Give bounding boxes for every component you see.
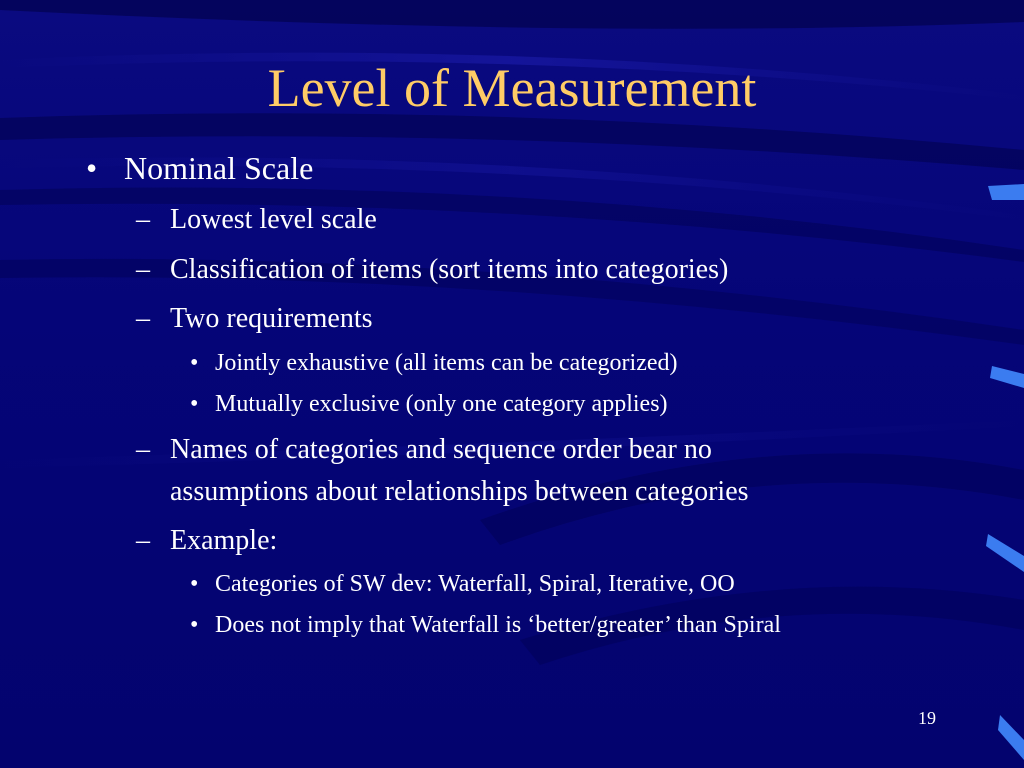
- bullet-marker: •: [190, 350, 199, 376]
- bullet-example: Example:: [170, 525, 278, 556]
- dash-marker: –: [136, 525, 150, 556]
- dash-marker: –: [136, 204, 150, 235]
- bullet-lowest-level: Lowest level scale: [170, 204, 377, 235]
- bullet-marker: •: [86, 150, 98, 186]
- bullet-marker: •: [190, 391, 199, 417]
- page-number: 19: [918, 708, 936, 728]
- bullet-marker: •: [190, 612, 199, 638]
- dash-marker: –: [136, 434, 150, 465]
- bullet-names-line2: assumptions about relationships between categories: [170, 476, 749, 507]
- bullet-classification: Classification of items (sort items into categories): [170, 254, 729, 285]
- bullet-names-line1: Names of categories and sequence order bear no: [170, 434, 712, 465]
- bullet-does-not-imply: Does not imply that Waterfall is ‘better/greater’ than Spiral: [215, 612, 781, 638]
- bullet-marker: •: [190, 571, 199, 597]
- dash-marker: –: [136, 254, 150, 285]
- bullet-jointly-exhaustive: Jointly exhaustive (all items can be categorized): [215, 350, 678, 376]
- bullet-nominal-scale: Nominal Scale: [124, 150, 314, 186]
- bullet-two-requirements: Two requirements: [170, 303, 373, 334]
- bullet-mutually-exclusive: Mutually exclusive (only one category applies): [215, 391, 668, 417]
- slide-title: Level of Measurement: [267, 58, 757, 118]
- dash-marker: –: [136, 303, 150, 334]
- bullet-categories: Categories of SW dev: Waterfall, Spiral, Iterative, OO: [215, 571, 735, 597]
